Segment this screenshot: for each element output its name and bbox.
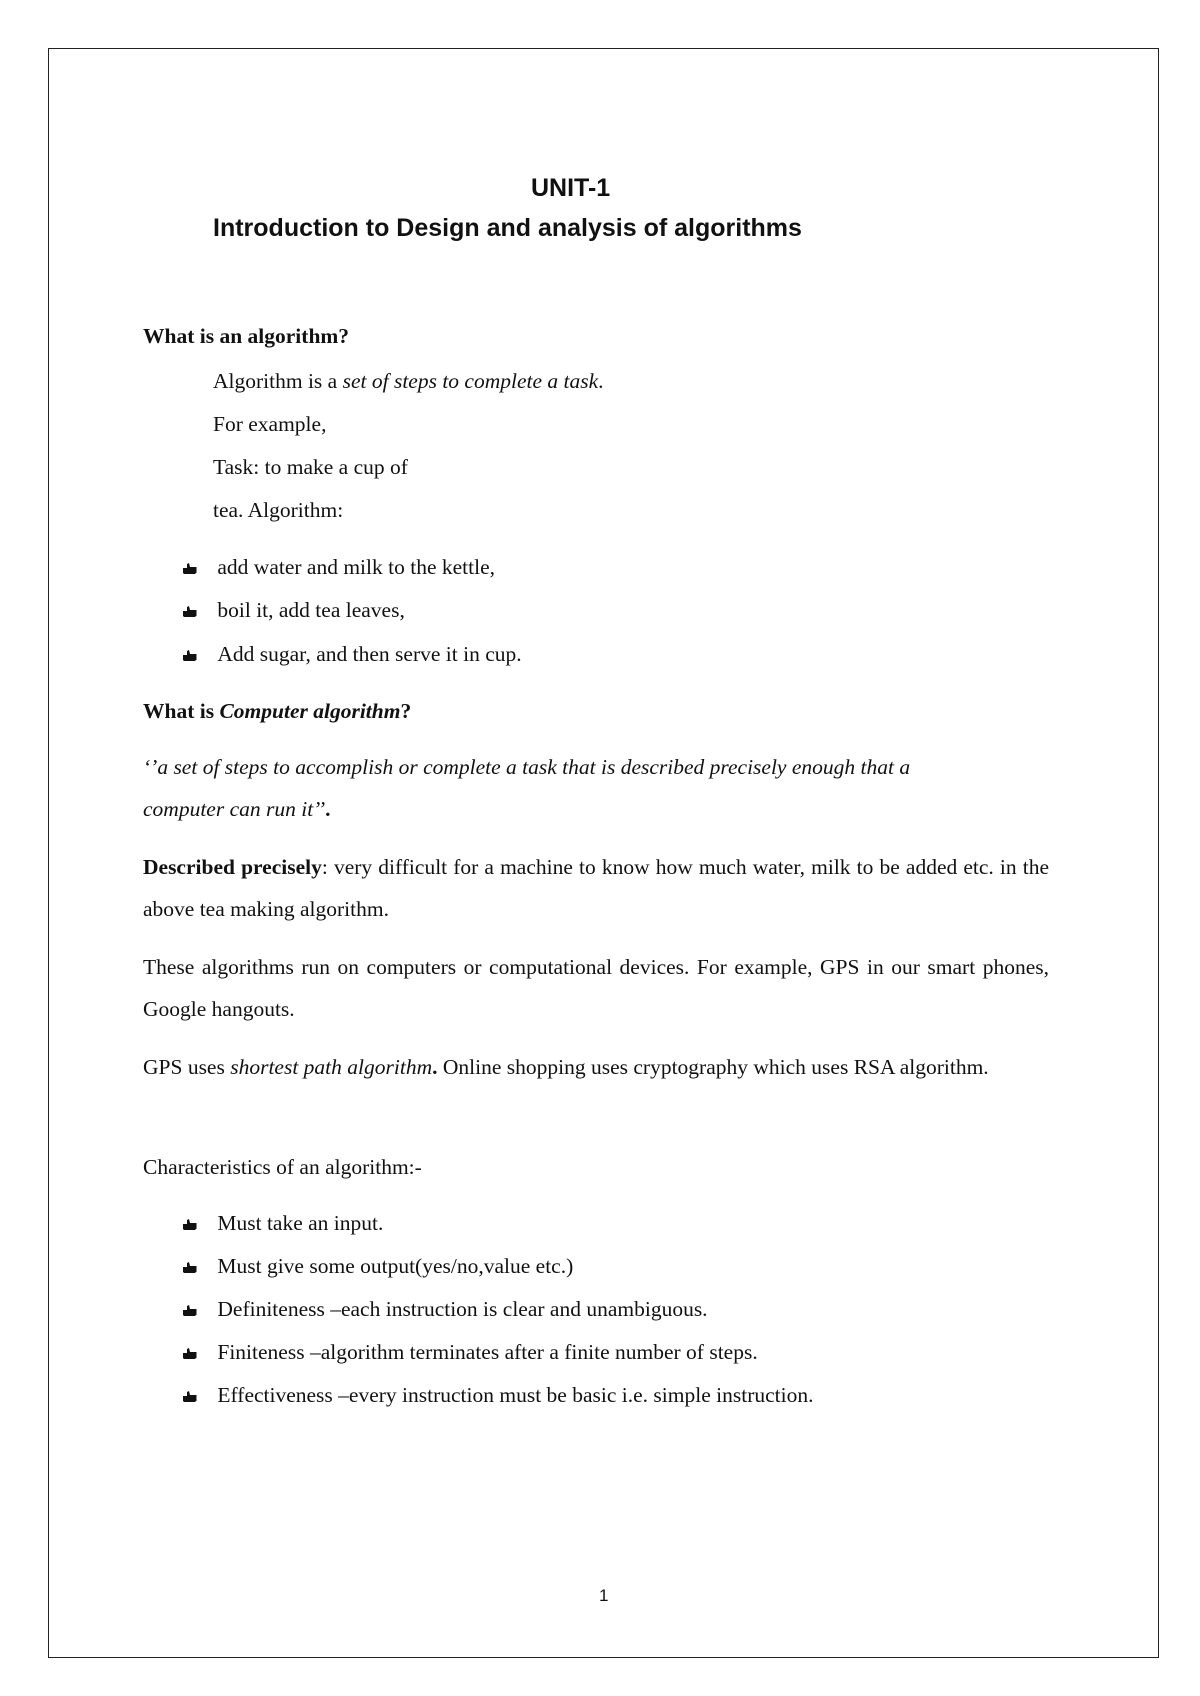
- quote-italic: computer can run it’’: [143, 797, 326, 821]
- definition-italic: set of steps to complete a task: [342, 369, 599, 393]
- list-item: [182, 1342, 758, 1364]
- characteristic-text: Must take an input.: [217, 1211, 384, 1235]
- list-item: [182, 1256, 573, 1278]
- pointing-hand-icon: [182, 649, 198, 663]
- gps-period: .: [432, 1055, 438, 1079]
- list-item: [182, 1385, 813, 1407]
- definition-suffix: .: [598, 369, 604, 393]
- pointing-hand-icon: [182, 1261, 198, 1275]
- pointing-hand-icon: [182, 605, 198, 619]
- definition-prefix: Algorithm is a: [213, 369, 343, 393]
- step-text: boil it, add tea leaves,: [217, 598, 405, 622]
- characteristic-text: Definiteness –each instruction is clear and unambiguous.: [217, 1297, 708, 1321]
- pointing-hand-icon: [182, 1304, 198, 1318]
- paragraph-text: : very difficult for a machine to know how much water, milk to be added etc. in the above tea making algorithm.: [143, 855, 1049, 921]
- characteristics-heading: Characteristics of an algorithm:-: [143, 1155, 422, 1179]
- list-item: [182, 1299, 708, 1321]
- heading-prefix: What is: [143, 699, 220, 723]
- pointing-hand-icon: [182, 1390, 198, 1404]
- pointing-hand-icon: [182, 1347, 198, 1361]
- paragraph-described-precisely: [143, 846, 1049, 930]
- characteristic-text: Must give some output(yes/no,value etc.): [217, 1254, 574, 1278]
- bold-lead: Described precisely: [143, 855, 322, 879]
- gps-italic: shortest path algorithm: [230, 1055, 433, 1079]
- step-text: Add sugar, and then serve it in cup.: [217, 642, 522, 666]
- section-heading-computer-algorithm: [143, 701, 411, 723]
- pointing-hand-icon: [182, 1218, 198, 1232]
- list-item: [182, 1213, 383, 1235]
- algorithm-definition: [213, 371, 604, 393]
- step-text: add water and milk to the kettle,: [217, 555, 495, 579]
- section-heading-algorithm: What is an algorithm?: [143, 324, 350, 348]
- characteristic-text: Finiteness –algorithm terminates after a finite number of steps.: [217, 1340, 758, 1364]
- pointing-hand-icon: [182, 562, 198, 576]
- list-item: [182, 600, 405, 622]
- heading-suffix: ?: [400, 699, 412, 723]
- quote-end: .: [325, 797, 331, 821]
- quote-line-1: ‘’a set of steps to accomplish or complete a task that is described precisely enough that a: [143, 755, 911, 779]
- list-item: [182, 557, 495, 579]
- paragraph-gps: [143, 1046, 1049, 1088]
- unit-label: UNIT-1: [531, 174, 611, 202]
- quote-line-2: [143, 799, 331, 821]
- example-line: For example,: [213, 412, 327, 436]
- characteristic-text: Effectiveness –every instruction must be basic i.e. simple instruction.: [217, 1383, 814, 1407]
- gps-suffix: Online shopping uses cryptography which uses RSA algorithm.: [437, 1055, 989, 1079]
- algorithm-line: tea. Algorithm:: [213, 498, 344, 522]
- list-item: [182, 644, 522, 666]
- heading-italic: Computer algorithm: [219, 699, 401, 723]
- task-line: Task: to make a cup of: [213, 455, 408, 479]
- paragraph-computers: These algorithms run on computers or computational devices. For example, GPS in our smart phones, Google hangouts.: [143, 955, 1049, 1021]
- gps-prefix: GPS uses: [143, 1055, 231, 1079]
- page-title: Introduction to Design and analysis of algorithms: [213, 214, 802, 242]
- page-number: 1: [599, 1586, 609, 1605]
